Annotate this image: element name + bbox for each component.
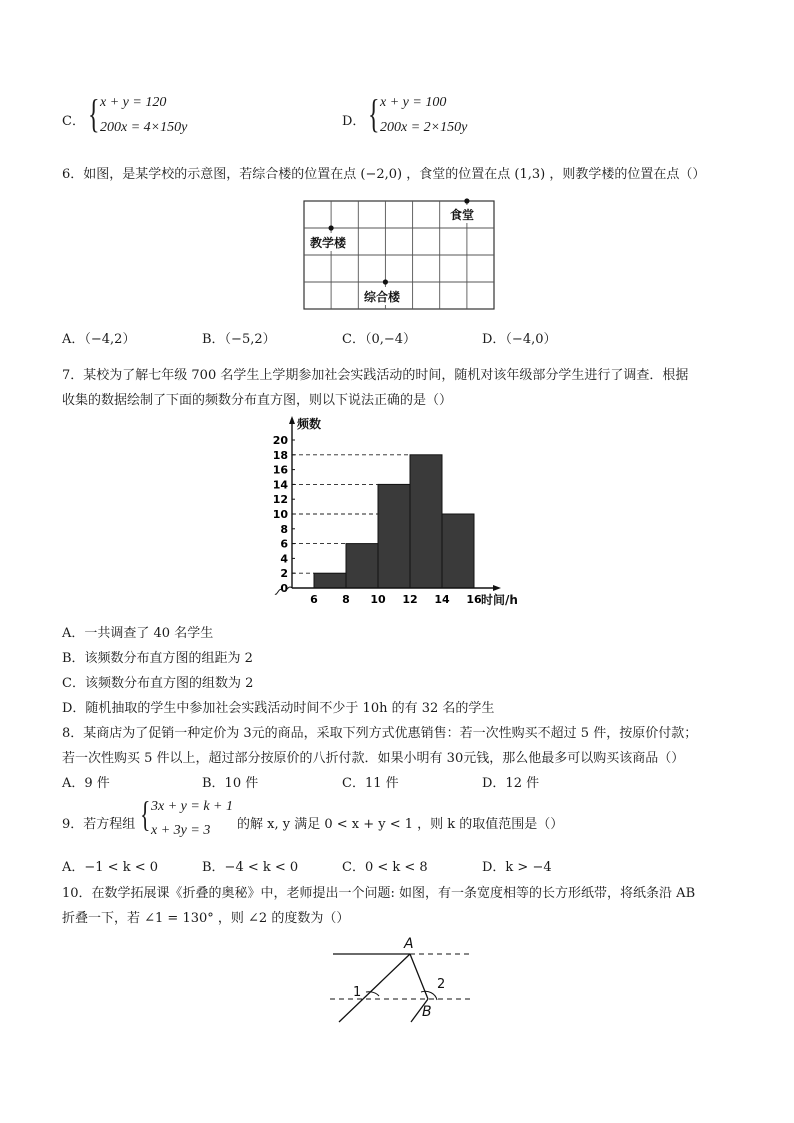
q7-text-line2: 收集的数据绘制了下面的频数分布直方图，则以下说法正确的是（） [62, 393, 453, 408]
q6-option-b: B．（−5,2） [202, 332, 276, 347]
y-tick-label: 6 [280, 537, 288, 551]
q5-c-eq1: x + y = 120 [100, 95, 167, 110]
q9-brace: { [140, 794, 151, 834]
x-tick-label: 10 [370, 593, 386, 606]
q5-d-eq1: x + y = 100 [380, 95, 447, 110]
q10-text-line2: 折叠一下，若 ∠1 = 130° ，则 ∠2 的度数为（） [62, 911, 350, 926]
y-tick-label: 20 [272, 434, 288, 447]
folded-strip-figure [325, 930, 475, 1030]
q9-option-c: C．0 < k < 8 [342, 860, 428, 875]
x-tick-label: 16 [466, 593, 482, 606]
histogram-bar [314, 573, 346, 588]
y-tick-label: 0 [280, 582, 288, 595]
x-tick-label: 6 [310, 593, 318, 606]
q5-c-eq2: 200x = 4×150y [100, 120, 188, 135]
angle-1-label: 1 [353, 985, 362, 1000]
q8-text-line1: 8．某商店为了促销一种定价为 3元的商品，采取下列方式优惠销售：若一次性购买不超过 5 件，按原价付款； [62, 726, 698, 741]
x-tick-label: 8 [342, 593, 350, 606]
teaching-building-point [329, 225, 334, 230]
y-tick-label: 4 [280, 552, 288, 566]
y-tick-label: 8 [280, 522, 288, 536]
q9-eq2: x + 3y = 3 [151, 823, 211, 838]
q5-c-brace: { [88, 91, 100, 136]
frequency-histogram [255, 410, 525, 610]
complex-building-label: 综合楼 [364, 290, 401, 304]
q8-option-b: B．10 件 [202, 776, 259, 791]
y-axis-label: 频数 [297, 417, 322, 431]
q9-prefix: 9．若方程组 [62, 817, 136, 832]
q6-text: 6．如图，是某学校的示意图，若综合楼的位置在点 (−2,0) ，食堂的位置在点 (1,3) ，则教学楼的位置在点（） [62, 167, 706, 182]
q7-option-b: B．该频数分布直方图的组距为 2 [62, 651, 253, 666]
y-tick-label: 16 [272, 463, 288, 477]
q8-option-a: A．9 件 [62, 776, 110, 791]
angle-2-label: 2 [437, 977, 446, 992]
school-grid-figure [300, 195, 500, 315]
x-tick-label: 14 [434, 593, 450, 606]
histogram-bar [442, 514, 474, 588]
q6-option-c: C．（0,−4） [342, 332, 417, 347]
q7-option-c: C．该频数分布直方图的组数为 2 [62, 676, 254, 691]
q7-text-line1: 7．某校为了解七年级 700 名学生上学期参加社会实践活动的时间，随机对该年级部分学生进行了调查．根据 [62, 368, 689, 383]
canteen-label: 食堂 [450, 208, 475, 222]
q9-option-d: D．k > −4 [482, 860, 552, 875]
histogram-bar [378, 484, 410, 588]
teaching-building-label: 教学楼 [310, 236, 347, 250]
q9-option-a: A．−1 < k < 0 [62, 860, 159, 875]
q9-option-b: B．−4 < k < 0 [202, 860, 299, 875]
histogram-bar [410, 455, 442, 588]
point-b-label: B [422, 1004, 432, 1020]
y-tick-label: 14 [272, 478, 288, 492]
q5-option-d-label: D． [342, 114, 366, 129]
q6-option-a: A．（−4,2） [62, 332, 136, 347]
q7-option-d: D．随机抽取的学生中参加社会实践活动时间不少于 10h 的有 32 名的学生 [62, 701, 495, 716]
q5-option-c-label: C． [62, 114, 85, 129]
histogram-bar [346, 544, 378, 588]
x-axis-label: 时间/h [481, 593, 518, 607]
y-tick-label: 2 [280, 567, 288, 581]
q7-option-a: A．一共调查了 40 名学生 [62, 626, 214, 641]
q5-d-eq2: 200x = 2×150y [380, 120, 468, 135]
x-axis-arrow [493, 585, 501, 591]
q8-option-c: C．11 件 [342, 776, 399, 791]
x-tick-label: 12 [402, 593, 418, 606]
y-tick-label: 18 [272, 448, 288, 462]
complex-building-point [383, 279, 388, 284]
point-a-label: A [404, 936, 414, 952]
q8-option-d: D．12 件 [482, 776, 540, 791]
q9-eq1: 3x + y = k + 1 [151, 799, 233, 814]
q9-suffix: 的解 x, y 满足 0 < x + y < 1 ，则 k 的取值范围是（） [237, 817, 564, 832]
q6-option-d: D．（−4,0） [482, 332, 557, 347]
y-axis-arrow [289, 416, 295, 424]
canteen-point [464, 198, 469, 203]
y-tick-label: 10 [272, 508, 288, 521]
q10-text-line1: 10．在数学拓展课《折叠的奥秘》中，老师提出一个问题: 如图，有一条宽度相等的长方形纸带，将纸条沿 AB [62, 886, 696, 901]
y-tick-label: 12 [272, 493, 288, 507]
q5-d-brace: { [368, 91, 380, 136]
q8-text-line2: 若一次性购买 5 件以上，超过部分按原价的八折付款．如果小明有 30元钱，那么他最多可以购买该商品（） [62, 751, 685, 766]
